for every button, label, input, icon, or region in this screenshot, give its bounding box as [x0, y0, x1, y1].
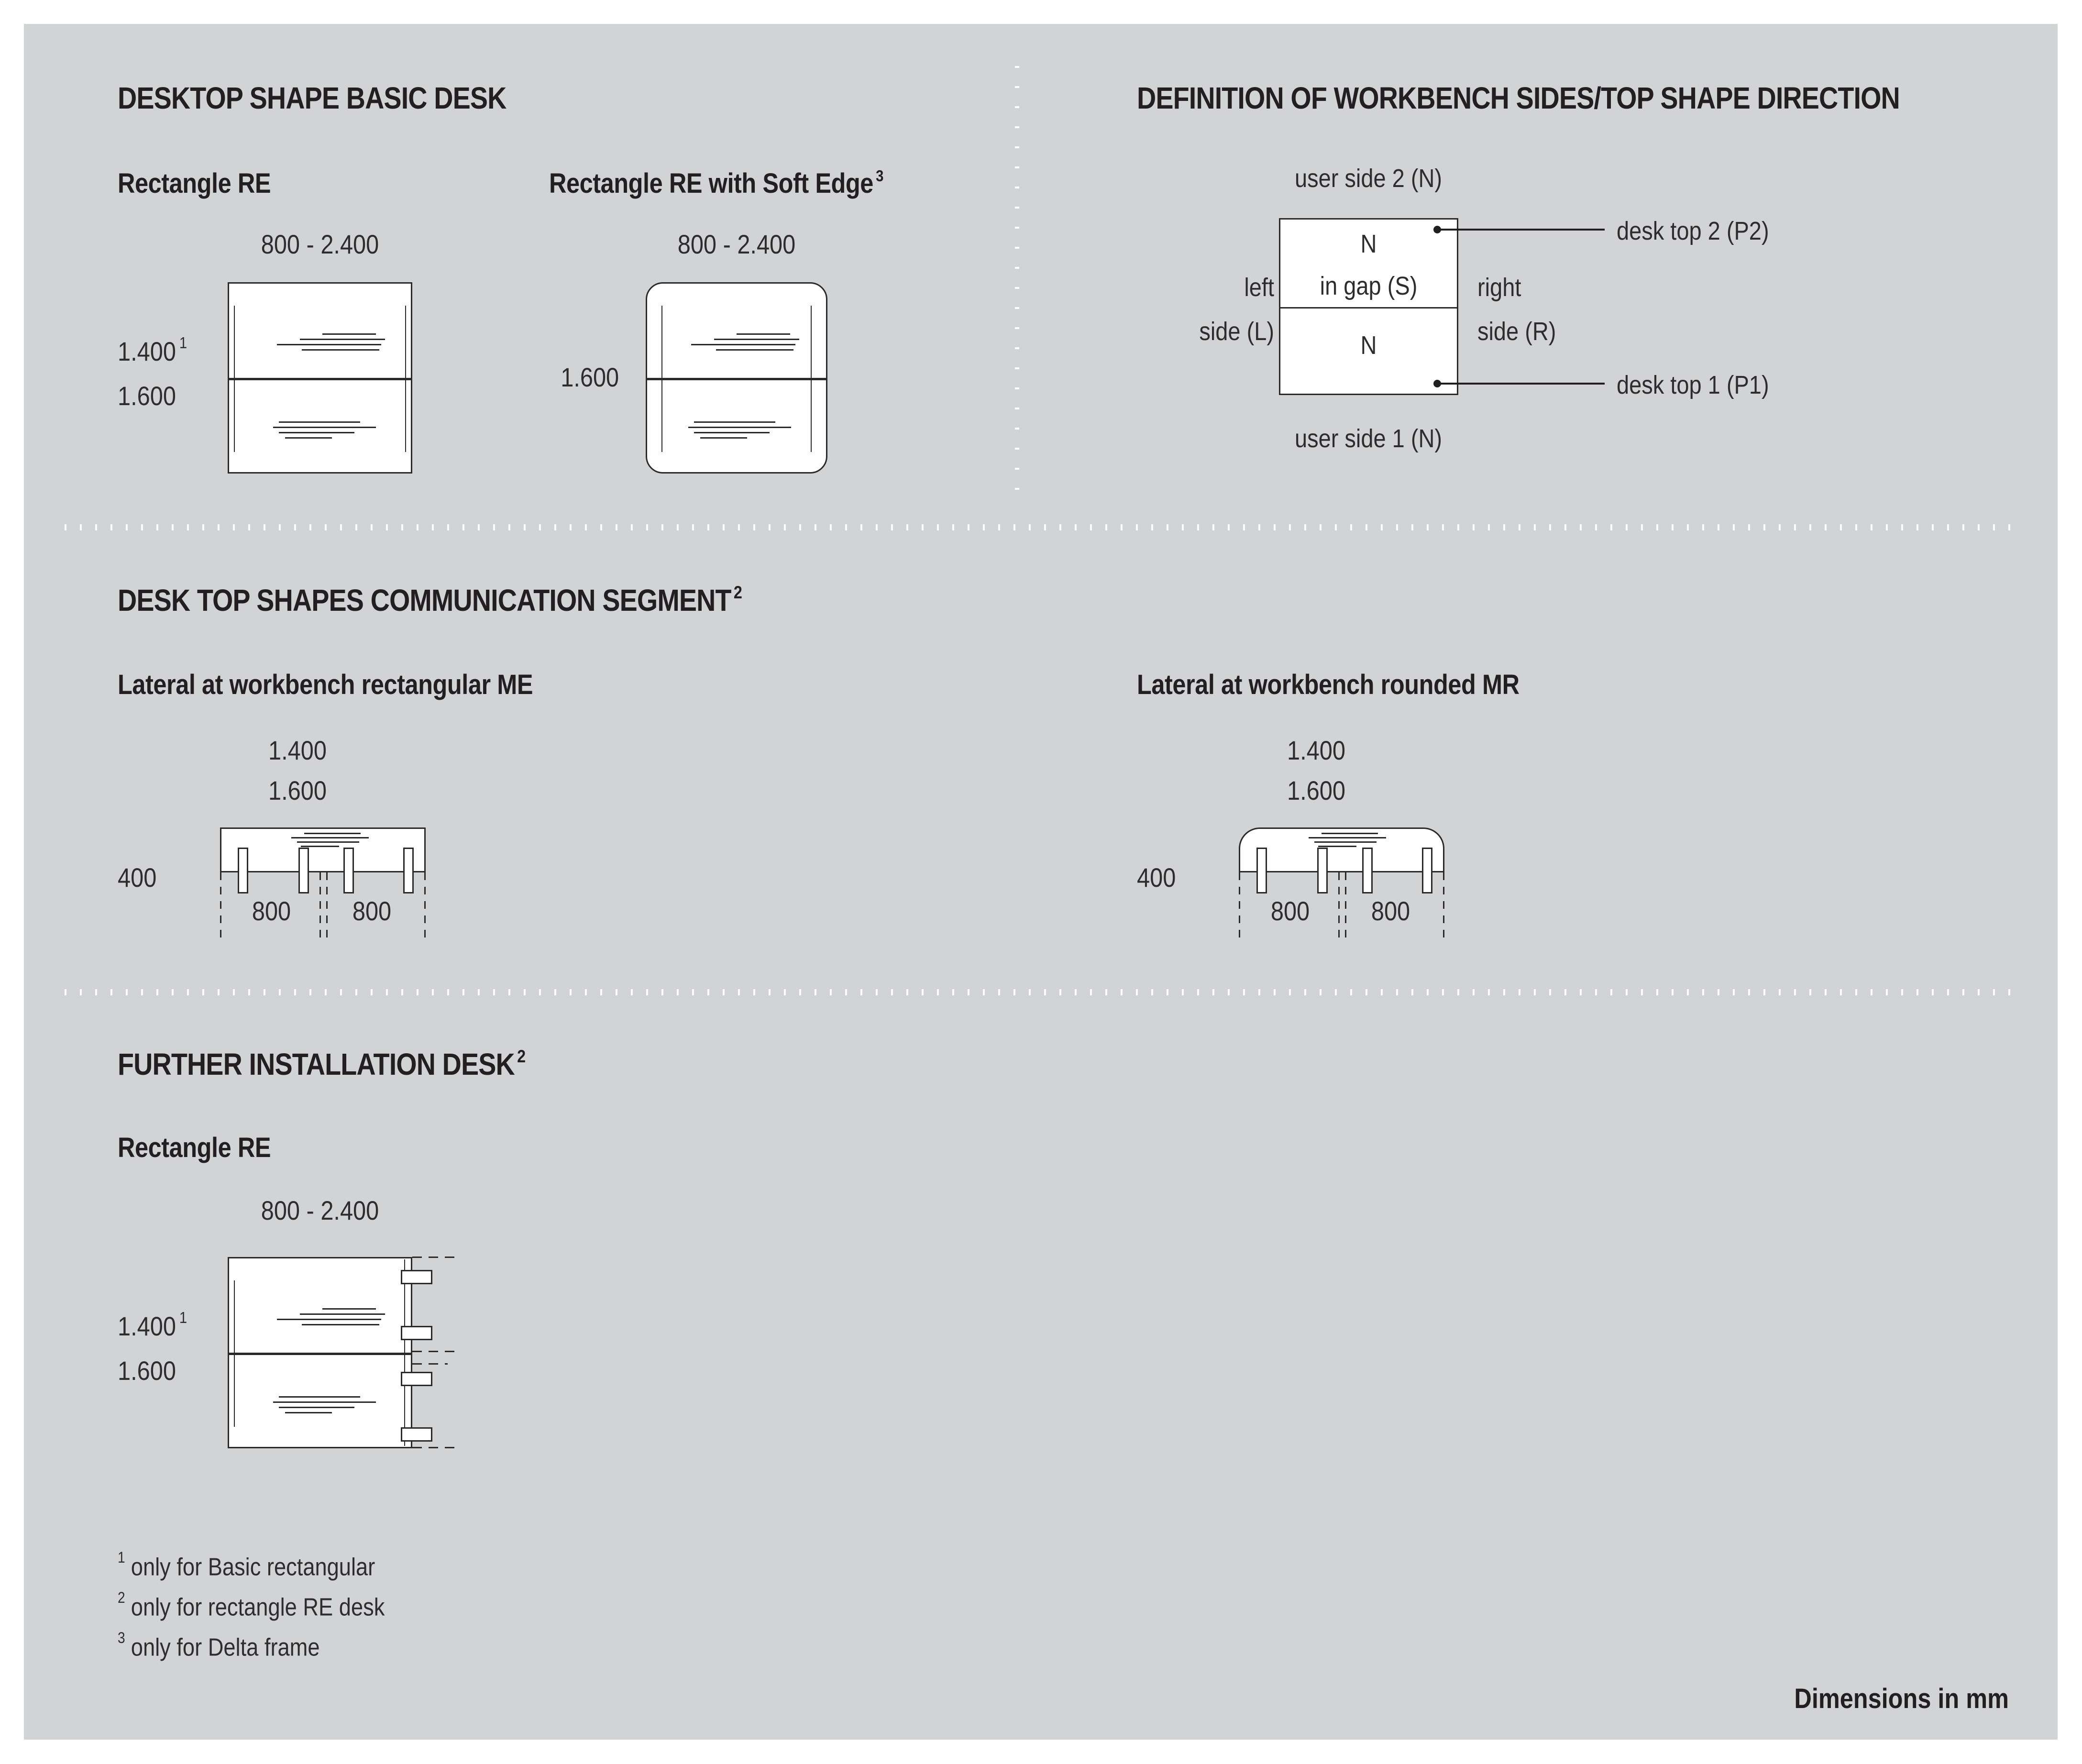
- desk-top-2-label: desk top 2 (P2): [1617, 217, 1769, 245]
- gray-panel: [24, 24, 2058, 1740]
- desk-top-1-label: desk top 1 (P1): [1617, 371, 1769, 399]
- handwriting-scribble: [277, 1308, 387, 1327]
- mr-connector-tab: [1256, 848, 1267, 893]
- further-height-1600: 1.600: [118, 1356, 176, 1386]
- handwriting-scribble: [691, 333, 801, 353]
- me-dash-right: [424, 872, 426, 944]
- me-connector-tab: [403, 848, 414, 893]
- soft-divider-line: [647, 378, 826, 380]
- me-depth-400: 400: [118, 862, 157, 893]
- mr-connector-tab: [1317, 848, 1328, 893]
- soft-height-1600: 1.600: [561, 362, 619, 392]
- shape-name-soft-edge: Rectangle RE with Soft Edge $^3$: [549, 167, 884, 199]
- mr-dash-left: [1239, 872, 1240, 944]
- me-dash-left: [220, 872, 221, 944]
- user-side-1-label: user side 1 (N): [1294, 424, 1443, 453]
- re-inner-line-right: [405, 306, 406, 452]
- footnote-1: $^1$ only for Basic rectangular: [118, 1549, 375, 1581]
- left-side-label-line2: side (L): [1199, 317, 1274, 346]
- column-divider-dotted: [1015, 66, 1019, 507]
- footnote-ref-2: 2: [733, 582, 742, 602]
- further-shape-name: Rectangle RE: [118, 1132, 271, 1163]
- section-title-communication: DESK TOP SHAPES COMMUNICATION SEGMENT $^2$: [118, 582, 742, 617]
- me-width-1600: 1.600: [268, 775, 327, 805]
- handwriting-scribble: [688, 421, 798, 441]
- further-dash-mid: [412, 1351, 460, 1352]
- section-divider-dotted-1: [65, 524, 2017, 530]
- mr-connector-tab: [1362, 848, 1373, 893]
- re-divider-line: [229, 378, 411, 380]
- callout-line-p2: [1437, 229, 1605, 231]
- footnote-ref-1: 1: [179, 1309, 187, 1327]
- section-divider-dotted-2: [65, 989, 2017, 995]
- mr-dash-mid-a: [1338, 872, 1340, 944]
- section-title-definition: DEFINITION OF WORKBENCH SIDES/TOP SHAPE DIRECTION: [1137, 81, 1900, 115]
- left-side-label-line1: left: [1244, 273, 1274, 302]
- footnote-ref-2: 2: [517, 1046, 526, 1066]
- further-dash-mid-alt: [412, 1363, 448, 1365]
- mr-depth-400: 400: [1137, 862, 1176, 893]
- footnote-3: $^3$ only for Delta frame: [118, 1629, 320, 1662]
- mr-width-1600: 1.600: [1287, 775, 1345, 805]
- n-top-label: N: [1360, 230, 1377, 258]
- me-width-1400: 1.400: [268, 735, 327, 765]
- mr-width-1400: 1.400: [1287, 735, 1345, 765]
- handwriting-scribble: [277, 333, 387, 353]
- re-inner-line-left: [234, 306, 235, 452]
- further-connector-tab: [401, 1326, 432, 1340]
- handwriting-scribble: [273, 421, 383, 441]
- re-width-range: 800 - 2.400: [261, 229, 379, 259]
- soft-width-range: 800 - 2.400: [677, 229, 796, 259]
- further-desk-top-drawing: [228, 1257, 412, 1448]
- n-bottom-label: N: [1360, 331, 1377, 360]
- further-dash-top: [412, 1257, 460, 1258]
- soft-inner-line-left: [661, 306, 662, 452]
- handwriting-scribble: [278, 833, 374, 848]
- further-connector-tab: [401, 1270, 432, 1284]
- footnote-2: $^2$ only for rectangle RE desk: [118, 1589, 385, 1621]
- mr-dash-mid-b: [1345, 872, 1346, 944]
- me-seg2-800: 800: [352, 896, 392, 926]
- workbench-drawing: [1279, 218, 1458, 395]
- mr-seg1-800: 800: [1270, 896, 1310, 926]
- soft-edge-desk-top-drawing: [646, 282, 827, 474]
- re-height-1400: 1.400 $^1$: [118, 334, 187, 366]
- right-side-label-line1: right: [1477, 273, 1521, 302]
- further-connector-tab: [401, 1372, 432, 1386]
- further-inner-line-left: [234, 1280, 235, 1427]
- soft-inner-line-right: [811, 306, 812, 452]
- handwriting-scribble: [273, 1396, 383, 1415]
- me-connector-tab: [298, 848, 309, 893]
- me-seg1-800: 800: [252, 896, 291, 926]
- footnote-ref-3: 3: [876, 167, 884, 185]
- further-dash-bottom: [412, 1447, 460, 1448]
- in-gap-label: in gap (S): [1320, 272, 1418, 300]
- mr-connector-tab: [1422, 848, 1432, 893]
- re-height-1600: 1.600: [118, 381, 176, 411]
- me-variant-name: Lateral at workbench rectangular ME: [118, 669, 533, 700]
- further-connector-tab: [401, 1427, 432, 1442]
- further-width-range: 800 - 2.400: [261, 1195, 379, 1225]
- dimensions-note: Dimensions in mm: [1794, 1683, 2009, 1714]
- section-title-further: FURTHER INSTALLATION DESK $^2$: [118, 1046, 526, 1081]
- handwriting-scribble: [1295, 833, 1391, 848]
- me-dash-mid-b: [326, 872, 328, 944]
- me-connector-tab: [343, 848, 354, 893]
- callout-line-p1: [1437, 383, 1605, 385]
- mr-dash-right: [1443, 872, 1444, 944]
- mr-seg2-800: 800: [1371, 896, 1410, 926]
- right-side-label-line2: side (R): [1477, 317, 1556, 346]
- footnote-ref-1: 1: [179, 334, 187, 353]
- me-connector-tab: [238, 848, 248, 893]
- mr-segment-drawing: [1239, 827, 1444, 872]
- me-segment-drawing: [220, 827, 426, 872]
- re-desk-top-drawing: [228, 282, 412, 474]
- section-title-basic-desk: DESKTOP SHAPE BASIC DESK: [118, 81, 507, 115]
- workbench-divider-line: [1280, 307, 1457, 309]
- shape-name-rectangle-re: Rectangle RE: [118, 168, 271, 199]
- further-height-1400: 1.400 $^1$: [118, 1309, 187, 1341]
- mr-variant-name: Lateral at workbench rounded MR: [1137, 669, 1520, 700]
- further-divider-line: [229, 1353, 411, 1355]
- user-side-2-label: user side 2 (N): [1294, 164, 1443, 193]
- me-dash-mid-a: [319, 872, 321, 944]
- further-channel-line-right: [404, 1259, 405, 1446]
